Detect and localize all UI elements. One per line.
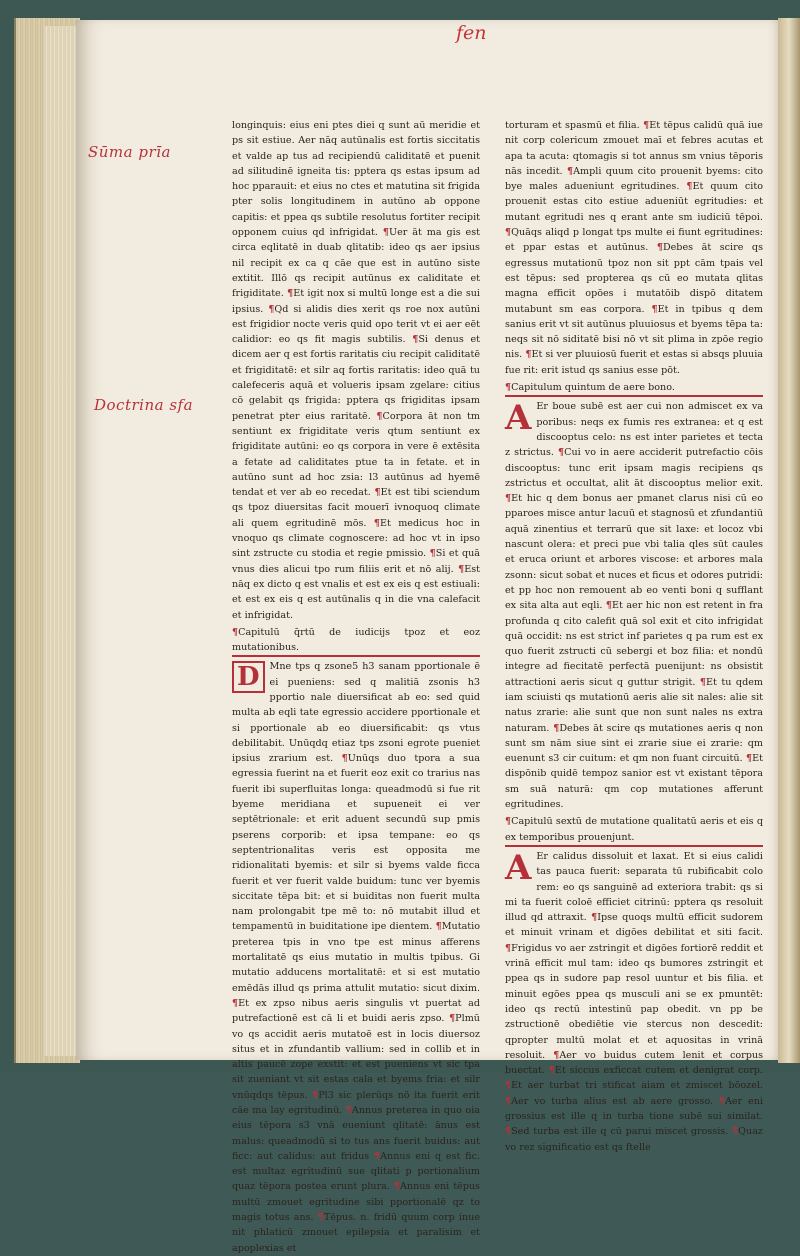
pilcrow-icon: ¶ <box>505 816 512 828</box>
paragraph: longinquis: eius eni ptes diei q sunt aū meridie et ps sit estiue. Aer nāq autūnalis est fortis siccitatis et valde ap tus ad recipiendū caliditatē et puenit ad silitudinē igneita tis: pptera qs estas ipsum ad hoc pparauit: et eius no ctes et matutina sit frigida pter solis longitudinem in autūno ab oppone capitis: et ppea qs subtile resolutus fortiter recipit opponem cuius qd infrigidat. ¶Uer āt ma gis est circa eqlitatē in duab qlitatib: ideo qs aer ipsius nil recipit ex ca q cāe que est in autūno siste extitit. Illō qs recipit autūnus ex caliditate et frigiditate. ¶Et igit nox si multū longe est a die sui ipsius. ¶Qd si alidis dies xerit qs roe nox autūni est frigidior nocte veris quid opo terit vt ei aer eēt calidior: eo qs fit magis subtilis. ¶Si denus et dicem aer q est fortis raritatis ciu recipit caliditatē et frigiditatē: et silr aq fortis raritatis: ideo quā tu calefeceris aquā et volueris ipsam zgelare: citius cō gelabit qs frigida: pptera qs frigiditas ipsam penetrat pter eius raritatē. ¶Corpora āt non tm sentiunt ex frigiditate veris qtum sentiunt ex frigiditate autūni: eo qs corpora in vere ē extēsita a fetate ad caliditates ptue ta in fetate. et in autūno sunt ad hoc zsia: l3 autūnus ad hyemē tendat et ver ab eo recedat. ¶Et est tibi sciendum qs tpoz diuersitas facit mouerī ivnoquoq climate ali quem egritudinē mōs. ¶Et medicus hoc in vnoquo qs climate cognoscere: ad hoc vt in ipso sint zstructe cu stodia et regie pmissio. ¶Si et quā vnus dies alicui tpo rum filiis erit et nō alij. ¶Est nāq ex dicto q est vnalis et est ex eis q est estiuali: et est ex eis q est autūnalis q in die vna calefacit et infrigidat. <box>232 120 480 621</box>
pilcrow-icon: ¶ <box>553 722 560 734</box>
pilcrow-icon: ¶ <box>382 227 389 239</box>
pilcrow-icon: ¶ <box>505 382 512 394</box>
pilcrow-icon: ¶ <box>429 548 436 560</box>
chapter-heading: ¶Capitulū sextū de mutatione qualitatū aeris et eis q ex temporibus prouenjunt. <box>505 814 763 847</box>
page-stack <box>44 26 79 1056</box>
pilcrow-icon: ¶ <box>699 676 707 688</box>
pilcrow-icon: ¶ <box>312 1089 319 1101</box>
right-text-column <box>505 118 763 1155</box>
pilcrow-icon: ¶ <box>746 753 753 765</box>
pilcrow-icon: ¶ <box>232 626 239 638</box>
pilcrow-icon: ¶ <box>505 1126 512 1138</box>
folio-heading: fen <box>456 22 487 44</box>
initial-letter: A <box>505 847 532 888</box>
pilcrow-icon: ¶ <box>317 1212 324 1224</box>
pilcrow-icon: ¶ <box>412 334 419 346</box>
pilcrow-icon: ¶ <box>393 1181 400 1193</box>
pilcrow-icon: ¶ <box>686 181 693 193</box>
pilcrow-icon: ¶ <box>373 517 380 529</box>
pilcrow-icon: ¶ <box>548 1065 555 1077</box>
pilcrow-icon: ¶ <box>449 1013 456 1025</box>
paragraph: A Er calidus dissoluit et laxat. Et si eius calidi tas pauca fuerit: separata tū rubificabit colo rem: eo qs sanguinē ad exteriora trabit: qs si mi ta fuerit coloē efficiet citrinū: pptera qs resoluit illud qd attraxit. ¶Ipse quoqs multū efficit sudorem et minuit vrinam et digōes debilitat et siti facit. ¶Frigidus vo aer zstringit et digōes fortiorē reddit et vrinā efficit mul tam: ideo qs bumores zstringit et ppea qs in sudore pap resol uuntur et bis filia. et minuit egōes ppea qs musculi ani se ex pmuntēt: ideo qs rectū intestinū pap obedit. vn pp be zstructionē obediētie vie stercus non descedit: qpropter multū molat et et aquositas in vrinā resoluit. ¶Aer vo buidus cutem lenit et corpus buectat. ¶Et siccus exficcat cutem et denigrat corp. ¶Et aer turbat tri stificat aiam et zmiscet bōozel. ¶Aer vo turba alius est ab aere grosso. ¶Aer eni grossius est ille q in turba tione subē sui similat. ¶Sed turba est ille q cū parui miscet grossis. ¶Quaz vo rez significatio est qs ftelle <box>505 847 763 1153</box>
chapter-heading: ¶Capitulū q̄rtū de iudicijs tpoz et eoz mutationibus. <box>232 625 480 658</box>
pilcrow-icon: ¶ <box>732 1126 739 1138</box>
pilcrow-icon: ¶ <box>605 600 613 612</box>
marginal-note-middle: Doctrina sfa <box>94 396 194 414</box>
paragraph: A Er boue subē est aer cui non admiscet ex va poribus: neqs ex fumis res extranea: et q est discooptus celo: ns est inter parietes et tecta z strictus. ¶Cui vo in aere acciderit putrefactio cōis discooptus: tunc erit ipsam magis recipiens qs zstrictus et occultat, alit āt discooptus melior exit. ¶Et hic q dem bonus aer pmanet clarus nisi cū eo pparoes misce antur lacuū et stagnosū et zfundantiū aquā zinentius et terrarū que sit laxe: et locoz vbi nascunt olera: et preci pue vbi talia qles sūt caules et eruca oriunt et arbores viscose: et arbores mala zsonn: sicut sobat et nuces et ficus et odores putridi: et pp hoc non remouent ab eo venti boni q sufflant ex sita alta aut eqli. ¶Et aer hic non est retent in fra profunda q cito calefit quā sol exit et cito infrigidat quā occidit: ns est strict inf parietes q pa rum est ex quo fuerit zstructi cū sebergi et boz filia: et nondū integre ad fiecitatē perfectā puenijunt: ns obsistit attractioni aeris sicut q guttur strigit. ¶Et tu qdem iam sciuisti qs mutationū aeris alie sit nales: alie sit natus zrarie: alie sunt que non sunt nales ns extra naturam. ¶Debes āt scire qs mutationes aeris q non sunt sm nām siue sint ei zrarie siue ei zrarie: qm euenunt s3 cir cuitum: et qm non fuant circuitū. ¶Et dispōnib quidē tempoz sanior est vt existant tēpora sm suā naturā: qm cop mutationes afferunt egritudines. <box>505 398 763 811</box>
pilcrow-icon: ¶ <box>718 1095 725 1107</box>
pilcrow-icon: ¶ <box>656 242 663 254</box>
marginal-note-top: Sūma prīa <box>88 143 171 161</box>
pilcrow-icon: ¶ <box>643 120 650 131</box>
pilcrow-icon: ¶ <box>505 493 512 505</box>
pilcrow-icon: ¶ <box>341 753 348 765</box>
pilcrow-icon: ¶ <box>591 912 598 924</box>
pilcrow-icon: ¶ <box>651 303 658 315</box>
pilcrow-icon: ¶ <box>505 942 512 954</box>
pilcrow-icon: ¶ <box>553 1049 560 1061</box>
pilcrow-icon: ¶ <box>374 1150 381 1162</box>
paragraph: D Mne tps q zsone5 h3 sanam pportionale ē ei pueniens: sed q malitiā zsonis h3 pportio nale diuersificat ab eo: sed quid multa ab eqli tate egressio accidere pportionale et si pportionale ab eo diuersificabit: qs vtus debilitabit. Unūqdq etiaz tps zsoni egrote pueniet ipsius zrarium est. ¶Unūqs duo tpora a sua egressia fuerint na et fuerit eoz exit co trarius nas fuerit ibi superfluitas longa: queadmodū si fue rit byeme meridiana et supueneit ei ver septētrionale: et erit aduent secundū sup pmis pserens corporib: et ipsa tempane: eo qs septentrionalitas veris est opposita me ridionalitati byemis: et silr si byems valde ficca fuerit et ver fuerit valde buidum: tunc ver byemis siccitate tēpa bit: et si buiditas non fuerit multa nam prolongabit tpe mē to: nō mutabit illud et tempamentū in buiditatione ipe dientem. ¶Mutatio preterea tpis in vno tpe est minus afferens mortalitatē qs eius mutatio in multis tpibus. Gi mutatio adducens mortalitatē: et si est mutatio emēdās illud qs prima attulit mutatio: sicut dixim. ¶Et ex zpso nibus aeris singulis vt puertat ad putrefactionē est cā li et buidi aeris zpso. ¶Plmū vo qs accidit aeris mutatoē est in locis diuersoz situs et in zfundantib vallium: sed in collib et in altis paucē zope exstit: et est pueniens vt sic tpa sit zueniant vt sit estas cala et byems fria: et silr vnūqdqs tēpus. ¶Pl3 sic plerūqs nō ita fuerit erit cāe ma lay egritudinū. ¶Annus preterea in quo oia eius tēpora s3 vnā eueniunt qlitatē: ānus est malus: queadmodū si to tus ans fuerit buidus: aut ficc: aut calidus: aut fridus ¶Annus eni q est fic. est multaz egritudinū sue qlitati p portionalium quaz tēpora postea erunt plura. ¶Annus eni tēpus multū zmouet egritudine sibi pportionalē qz to magis totus ans. ¶Tēpus. n. fridū quum corp inue nit phlaticū zmouet epilepsia et paralisim et apoplexias et <box>232 661 481 1254</box>
pilcrow-icon: ¶ <box>458 563 465 575</box>
pilcrow-icon: ¶ <box>505 1080 512 1092</box>
pilcrow-icon: ¶ <box>268 303 275 315</box>
initial-letter: A <box>505 398 532 439</box>
paragraph: torturam et spasmū et filia. ¶Et tēpus calidū quā iue nit corp colericum zmouet maī et febres acutas et apa ta acuta: qtomagis si tot annus sm vnius tēporis nās incedit. ¶Ampli quum cito prouenit byems: cito bye males adueniunt egritudines. ¶Et quum cito prouenit estas cito estiue adueniūt egritudies: et mutant egritudi nes q erant ante sm iudiciū tēpoi. ¶Quāqs aliqd p longat tps multe ei fiunt egritudines: et ppar estas et autūnus. ¶Debes āt scire qs egressus mutationū tpoz non sit ppt cām tpais vel est tēpus: sed propterea qs cū eo mutata qlitas magna efficit opōes i mutatōib dispō ditatem mutabunt sm eas corpora. ¶Et in tpibus q dem sanius erit vt sit autūnus pluuiosus et byems tēpa ta: neqs sit nō siditatē bisi nō vt sit plima in zpōe regio nis. ¶Et si ver pluuiosū fuerit et estas si absqs pluuia fue rit: erit istud qs sanius esse pōt. <box>505 120 764 376</box>
pilcrow-icon: ¶ <box>435 921 442 933</box>
pilcrow-icon: ¶ <box>525 349 532 361</box>
pilcrow-icon: ¶ <box>374 487 381 499</box>
pilcrow-icon: ¶ <box>505 1095 512 1107</box>
pilcrow-icon: ¶ <box>558 447 565 459</box>
pilcrow-icon: ¶ <box>232 997 239 1009</box>
pilcrow-icon: ¶ <box>287 288 294 300</box>
initial-letter: D <box>232 661 265 693</box>
facing-page-edge <box>778 18 800 1063</box>
pilcrow-icon: ¶ <box>345 1105 352 1116</box>
pilcrow-icon: ¶ <box>567 165 574 177</box>
chapter-heading: ¶Capitulum quintum de aere bono. <box>505 380 763 397</box>
pilcrow-icon: ¶ <box>505 227 512 239</box>
pilcrow-icon: ¶ <box>376 410 383 422</box>
left-text-column <box>232 118 480 1256</box>
